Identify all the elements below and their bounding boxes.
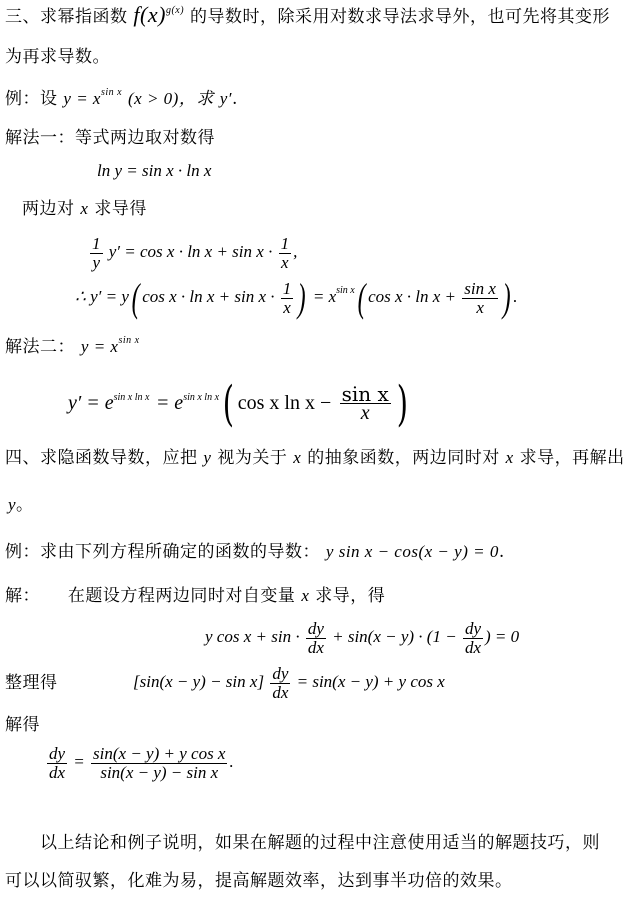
s4-var-x-2: x — [505, 448, 514, 467]
s3-eq-d1-body: y′ = cos x · ln x + sin x · — [108, 242, 273, 261]
s4-eq2-b: = sin(x − y) + y cos x — [296, 672, 445, 691]
s4-intro-line2 — [8, 494, 34, 516]
left-paren: ( — [131, 275, 140, 321]
therefore-symbol: ∴ — [75, 287, 86, 306]
frac-den: dx — [272, 682, 289, 702]
s4-frac-dydx-3 — [270, 665, 290, 702]
left-paren: ( — [222, 375, 235, 432]
s3-frac-1-over-x-2 — [281, 280, 294, 317]
s4-eq1 — [205, 617, 519, 657]
s3-intro-text-b: 的导数时，除采用对数求导法求导外，也可先将其变形 — [189, 7, 610, 27]
s3-diff-text-b: 求导得 — [94, 199, 147, 219]
s4-eq3-eq: = — [73, 752, 85, 771]
s4-eq3-end: . — [229, 752, 234, 771]
s3-diff-text-a: 两边对 — [22, 199, 75, 219]
s3-intro-line2: 为再求导数。 — [5, 47, 110, 67]
s3-eq-log: ln y = sin x · ln x — [97, 161, 212, 180]
s3-diff-text — [22, 198, 147, 220]
s4-var-x: x — [293, 448, 302, 467]
s4-intro-d: 求导，再解出 — [519, 448, 625, 468]
frac-num: dy — [464, 618, 481, 638]
s3-m2-eq — [68, 375, 412, 432]
s3-m2-c: cos x ln x − — [237, 392, 332, 414]
frac-den: dx — [307, 637, 324, 657]
frac-den: dx — [464, 637, 481, 657]
s3-frac-1-over-y — [90, 235, 103, 272]
s4-intro-a: 四、求隐函数导数，应把 — [5, 448, 198, 468]
s4-example — [5, 541, 505, 563]
s4-tidy-label: 整理得 — [5, 673, 58, 693]
s4-sol-text: 在题设方程两边同时对自变量 — [67, 586, 296, 606]
s3-method2-eq: y = x — [80, 337, 119, 356]
s3-example-exp: sin x — [100, 87, 123, 98]
frac-num: sin(x − y) + y cos x — [93, 743, 226, 763]
s3-m2-a: y′ = e — [68, 392, 114, 414]
s3-f-exponent: g(x) — [165, 5, 185, 16]
frac-num: dy — [49, 743, 66, 763]
s3-eq-d2-c: = x — [312, 287, 337, 306]
s4-solve-label: 解得 — [5, 715, 40, 735]
s3-eq-d2-exp: sin x — [336, 285, 355, 296]
s3-m2-exp2: sin x ln x — [183, 392, 220, 403]
s4-intro-b: 视为关于 — [217, 448, 288, 468]
s4-eq3 — [45, 742, 234, 782]
s4-intro-line1 — [5, 447, 625, 469]
frac-den: sin(x − y) − sin x — [100, 762, 219, 782]
right-paren: ) — [502, 275, 511, 321]
frac-den: dx — [49, 762, 66, 782]
frac-den: x — [283, 297, 291, 317]
s3-example: 例：设 $y = x^{sin x}$ (x > 0)，求 y′. — [5, 87, 238, 109]
s3-method2 — [5, 336, 140, 361]
s3-eq-d2-a: y′ = y — [90, 287, 129, 306]
s4-eq2-a: [sin(x − y) − sin x] — [133, 672, 265, 691]
s3-intro-text-a: 三、求幂指函数 — [5, 7, 128, 27]
frac-num: sin x — [464, 278, 496, 298]
s4-var-y-2: y — [8, 495, 17, 514]
s3-eq-d2-d: cos x · ln x + — [368, 287, 457, 306]
s3-method1-label: 解法一：等式两边取对数得 — [5, 128, 215, 148]
frac-num: dy — [272, 663, 289, 683]
s3-example-cond: (x > 0)，求 — [127, 89, 214, 108]
frac-den: y — [92, 252, 101, 272]
s3-method2-label: 解法二： — [5, 337, 75, 357]
frac-num: sin x — [341, 382, 389, 406]
s4-frac-dydx-2 — [463, 620, 483, 657]
s3-m2-exp1: sin x ln x — [113, 392, 150, 403]
s3-example-target: y′ — [219, 89, 232, 108]
frac-num: 1 — [282, 278, 292, 298]
s4-sol-text2: 求导，得 — [315, 586, 386, 606]
s4-example-label: 例：求由下列方程所确定的函数的导数： — [5, 542, 320, 562]
s3-m2-frac — [340, 382, 391, 424]
frac-den: x — [281, 252, 289, 272]
s4-example-eq: y sin x − cos(x − y) = 0 — [325, 542, 499, 561]
s3-f-expr: f(x) — [133, 2, 166, 27]
s4-eq1-c: ) = 0 — [484, 627, 520, 646]
s3-intro-line1 — [5, 4, 610, 31]
s3-eq-d2-b: cos x · ln x + sin x · — [142, 287, 275, 306]
s3-eq-d1-end: , — [293, 242, 298, 261]
s3-eq-d2-end: . — [513, 287, 518, 306]
s3-example-label: 例：设 — [5, 89, 58, 109]
s4-var-y: y — [203, 448, 212, 467]
s3-diff-var: x — [80, 199, 89, 218]
left-paren: ( — [357, 275, 366, 321]
s4-intro-e: 。 — [16, 495, 34, 515]
right-paren: ) — [396, 375, 408, 432]
frac-num: 1 — [280, 233, 290, 253]
s3-frac-sinx-over-x — [462, 280, 498, 317]
s3-method2-exp: sin x — [118, 335, 140, 346]
s4-eq1-b: + sin(x − y) · (1 − — [332, 627, 457, 646]
s4-frac-dydx-4 — [47, 745, 67, 782]
conclusion-line1: 以上结论和例子说明，如果在解题的过程中注意使用适当的解题技巧，则 — [40, 833, 600, 853]
s4-intro-c: 的抽象函数，两边同时对 — [307, 448, 500, 468]
frac-den: x — [360, 402, 370, 424]
conclusion-line2: 可以以简驭繁，化难为易，提高解题效率，达到事半功倍的效果。 — [5, 871, 513, 891]
s4-eq1-a: y cos x + sin · — [205, 627, 300, 646]
s3-frac-1-over-x — [279, 235, 292, 272]
s4-example-end: . — [498, 542, 505, 562]
s4-sol-label: 解： — [5, 586, 40, 606]
s4-sol-var: x — [301, 586, 310, 605]
s3-eq-d1 — [88, 232, 297, 272]
s4-solution — [5, 585, 385, 607]
frac-den: x — [476, 297, 484, 317]
frac-num: 1 — [92, 233, 101, 253]
s3-example-eq: y = x — [63, 89, 101, 108]
s4-eq2 — [133, 662, 445, 702]
s4-frac-result — [91, 745, 227, 782]
s3-eq-d2 — [75, 275, 518, 322]
right-paren: ) — [297, 275, 306, 321]
frac-num: dy — [307, 618, 324, 638]
s4-frac-dydx — [306, 620, 326, 657]
s3-m2-b: = e — [155, 392, 184, 414]
